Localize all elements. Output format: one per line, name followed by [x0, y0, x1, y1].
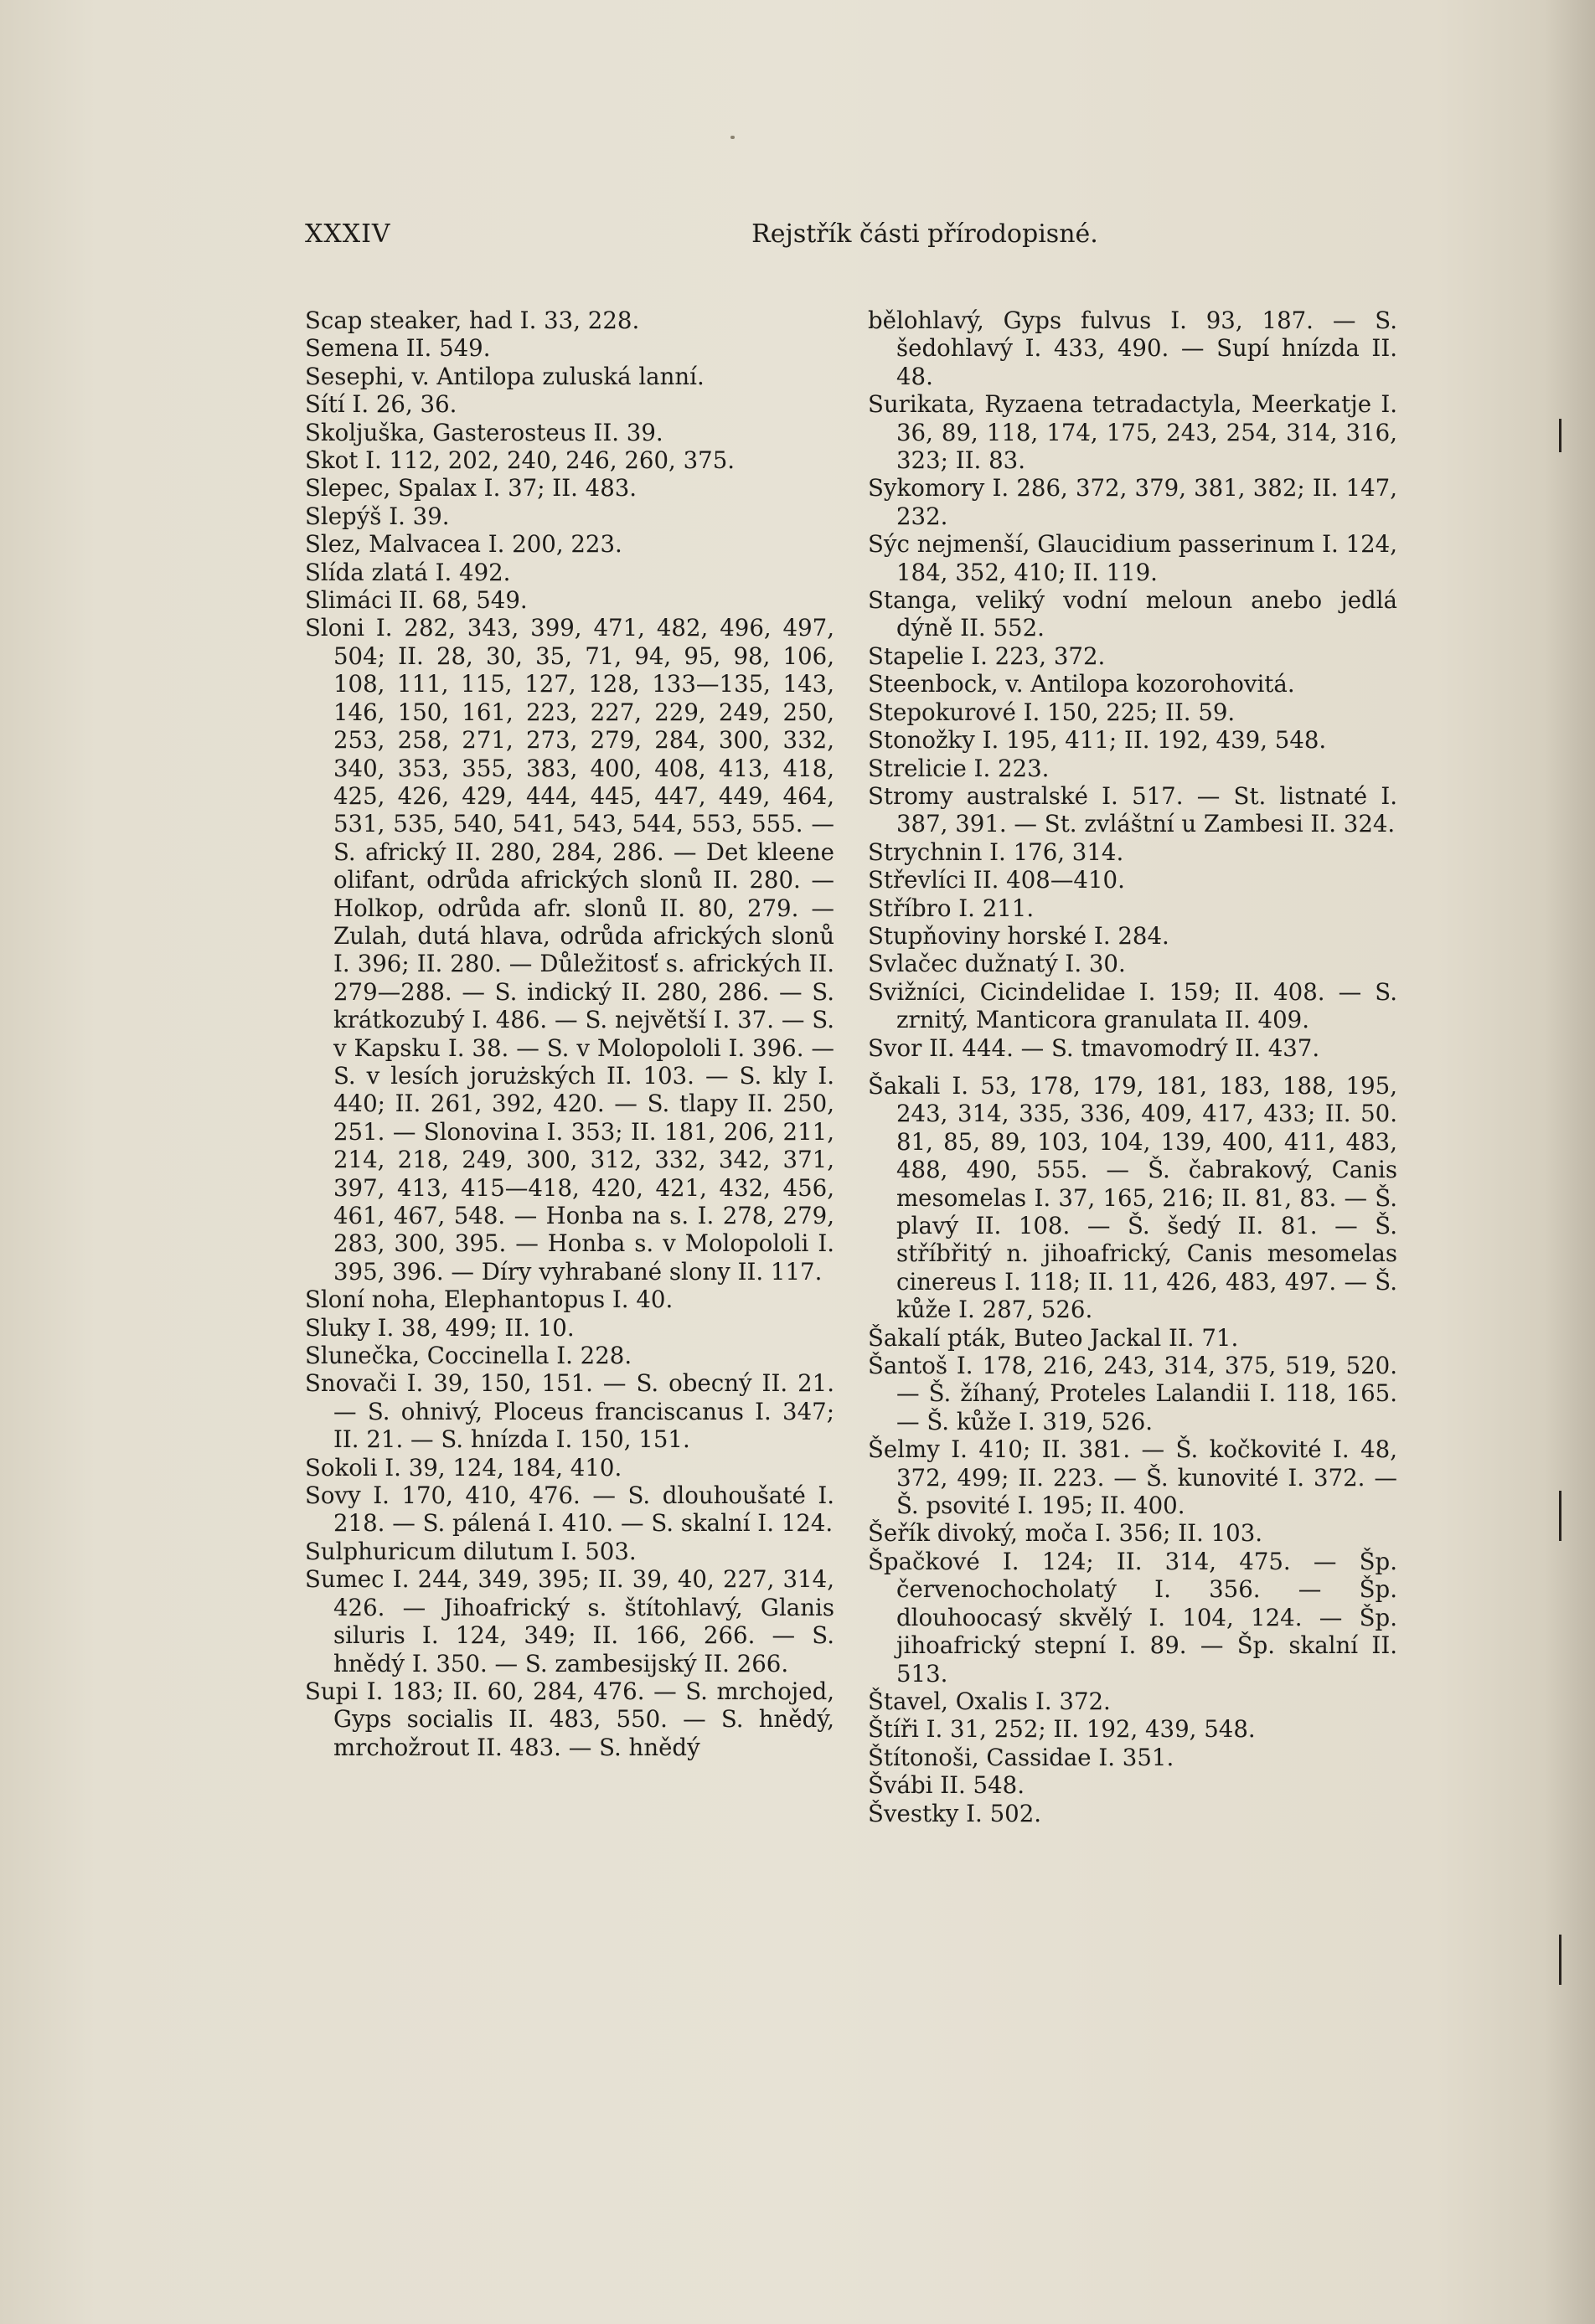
index-entry: Svlačec dužnatý I. 30.: [868, 950, 1126, 978]
index-entry: Stepokurové I. 150, 225; II. 59.: [868, 698, 1236, 726]
index-entry: Štíři I. 31, 252; II. 192, 439, 548.: [868, 1715, 1256, 1744]
index-entry: Sykomory I. 286, 372, 379, 381, 382; II. 147, 232.: [868, 474, 1397, 530]
index-entry: Skot I. 112, 202, 240, 246, 260, 375.: [305, 446, 736, 475]
index-entry: Supi I. 183; II. 60, 284, 476. — S. mrchojed, Gyps socialis II. 483, 550. — S. hnědý, mrchožrout II. 483. — S. hnědý: [305, 1677, 834, 1761]
index-entry: Steenbock, v. Antilopa kozorohovitá.: [868, 670, 1295, 698]
index-entry: Svižníci, Cicindelidae I. 159; II. 408. — S. zrnitý, Manticora granulata II. 409.: [868, 977, 1397, 1034]
index-entry: Šantoš I. 178, 216, 243, 314, 375, 519, 520. — Š. žíhaný, Proteles Lalandii I. 118, 165. — Š. kůže I. 319, 526.: [868, 1352, 1397, 1435]
index-entry: Snovači I. 39, 150, 151. — S. obecný II. 21. — S. ohnivý, Ploceus franciscanus I. 347; II. 21. — S. hnízda I. 150, 151.: [305, 1369, 834, 1454]
index-entry: Švestky I. 502.: [868, 1799, 1042, 1827]
index-entry: Švábi II. 548.: [868, 1771, 1025, 1800]
index-entry: Šelmy I. 410; II. 381. — Š. kočkovité I. 48, 372, 499; II. 223. — Š. kunovité I. 372. — Š. psovité I. 195; II. 400.: [868, 1435, 1397, 1520]
index-entry: Slepýš I. 39.: [305, 502, 450, 530]
index-entry: Semena II. 549.: [305, 334, 491, 363]
index-entry: Svor II. 444. — S. tmavomodrý II. 437.: [868, 1033, 1320, 1062]
index-entry: Sluky I. 38, 499; II. 10.: [305, 1313, 575, 1342]
index-entry: Skoljuška, Gasterosteus II. 39.: [305, 418, 663, 446]
page-edge-shadow: [1545, 0, 1595, 2324]
index-entry: Slez, Malvacea I. 200, 223.: [305, 530, 622, 559]
index-column-right: [868, 307, 1397, 1827]
index-entry: Šakalí pták, Buteo Jackal II. 71.: [868, 1323, 1239, 1352]
index-entry: Slída zlatá I. 492.: [305, 558, 511, 586]
index-entry: Štavel, Oxalis I. 372.: [868, 1687, 1111, 1715]
index-entry: Sumec I. 244, 349, 395; II. 39, 40, 227, 314, 426. — Jihoafrický s. štítohlavý, Glanis siluris I. 124, 349; II. 166, 266. — S. hnědý I. 350. — S. zambesijský II. 266.: [305, 1565, 834, 1677]
index-entry: Špačkové I. 124; II. 314, 475. — Šp. červenochocholatý I. 356. — Šp. dlouhoocasý skvělý I. 104, 124. — Šp. jihoafrický stepní I. 89. — Šp. skalní II. 513.: [868, 1547, 1397, 1688]
index-entry: Strelicie I. 223.: [868, 754, 1050, 782]
index-entry: Stanga, veliký vodní meloun anebo jedlá dýně II. 552.: [868, 586, 1397, 642]
edge-mark: [1559, 419, 1561, 452]
index-entry: Sesephi, v. Antilopa zuluská lanní.: [305, 362, 705, 390]
index-entry: Scap steaker, had I. 33, 228.: [305, 307, 640, 334]
speck: [730, 136, 735, 139]
index-entry: Šeřík divoký, moča I. 356; II. 103.: [868, 1519, 1263, 1548]
index-entry: Stonožky I. 195, 411; II. 192, 439, 548.: [868, 726, 1327, 755]
index-entry: Sloni I. 282, 343, 399, 471, 482, 496, 497, 504; II. 28, 30, 35, 71, 94, 95, 98, 106, 108, 111, 115, 127, 128, 133—135, 143, 146, 150, 161, 223, 227, 229, 249, 250, 253, 258, 271, 273, 279, 284, 300, 332, 340, 353, 355, 383, 400, 408, 413, 418, 425, 426, 429, 444, 445, 447, 449, 464, 531, 535, 540, 541, 543, 544, 553, 555. — S. africký II. 280, 284, 286. — Det kleene olifant, odrůda afrických slonů II. 280. — Holkop, odrůda afr. slonů II. 80, 279. — Zulah, dutá hlava, odrůda afrických slonů I. 396; II. 280. — Důležitosť s. afrických II. 279—288. — S. indický II. 280, 286. — S. krátkozubý I. 486. — S. největší I. 37. — S. v Kapsku I. 38. — S. v Molopololi I. 396. — S. v lesích jorużských II. 103. — S. kly I. 440; II. 261, 392, 420. — S. tlapy II. 250, 251. — Slonovina I. 353; II. 181, 206, 211, 214, 218, 249, 300, 312, 332, 342, 371, 397, 413, 415—418, 420, 421, 432, 456, 461, 467, 548. — Honba na s. I. 278, 279, 283, 300, 395. — Honba s. v Molopololi I. 395, 396. — Díry vyhrabané slony II. 117.: [305, 614, 834, 1286]
index-entry: Strychnin I. 176, 314.: [868, 837, 1124, 866]
index-entry: Sítí I. 26, 36.: [305, 390, 457, 419]
index-entry: Sokoli I. 39, 124, 184, 410.: [305, 1453, 622, 1481]
index-entry: Slepec, Spalax I. 37; II. 483.: [305, 474, 637, 502]
index-entry: Sýc nejmenší, Glaucidium passerinum I. 124, 184, 352, 410; II. 119.: [868, 530, 1397, 586]
index-entry: Stupňoviny horské I. 284.: [868, 921, 1169, 950]
index-entry: bělohlavý, Gyps fulvus I. 93, 187. — S. šedohlavý I. 433, 490. — Supí hnízda II. 48.: [868, 307, 1397, 390]
index-entry: Šakali I. 53, 178, 179, 181, 183, 188, 195, 243, 314, 335, 336, 409, 417, 433; II. 50. 81, 85, 89, 103, 104, 139, 400, 411, 483, 488, 490, 555. — Š. čabrakový, Canis mesomelas I. 37, 165, 216; II. 81, 83. — Š. plavý II. 108. — Š. šedý II. 81. — Š. stříbřitý n. jihoafrický, Canis mesomelas cinereus I. 118; II. 11, 426, 483, 497. — Š. kůže I. 287, 526.: [868, 1071, 1397, 1324]
index-entry: Stromy australské I. 517. — St. listnaté I. 387, 391. — St. zvláštní u Zambesi II. 324.: [868, 781, 1397, 838]
running-title: Rejstřík části přírodopisné.: [751, 219, 1098, 249]
index-entry: Střevlíci II. 408—410.: [868, 866, 1125, 894]
index-entry: Slimáci II. 68, 549.: [305, 586, 528, 615]
index-column-left: [305, 307, 834, 1761]
index-entry: Štítonoši, Cassidae I. 351.: [868, 1743, 1174, 1771]
index-entry: Slunečka, Coccinella I. 228.: [305, 1342, 632, 1370]
index-entry: Stapelie I. 223, 372.: [868, 642, 1106, 670]
running-header: [305, 219, 1461, 261]
index-entry: Sovy I. 170, 410, 476. — S. dlouhoušaté I. 218. — S. pálená I. 410. — S. skalní I. 124.: [305, 1481, 834, 1538]
index-entry: Stříbro I. 211.: [868, 894, 1035, 922]
page-number: XXXIV: [305, 219, 391, 249]
index-entry: Sulphuricum dilutum I. 503.: [305, 1537, 637, 1565]
edge-mark: [1559, 1935, 1561, 1985]
index-entry: Sloní noha, Elephantopus I. 40.: [305, 1286, 674, 1314]
index-entry: Surikata, Ryzaena tetradactyla, Meerkatje I. 36, 89, 118, 174, 175, 243, 254, 314, 316, 323; II. 83.: [868, 390, 1397, 475]
edge-mark: [1559, 1491, 1561, 1541]
